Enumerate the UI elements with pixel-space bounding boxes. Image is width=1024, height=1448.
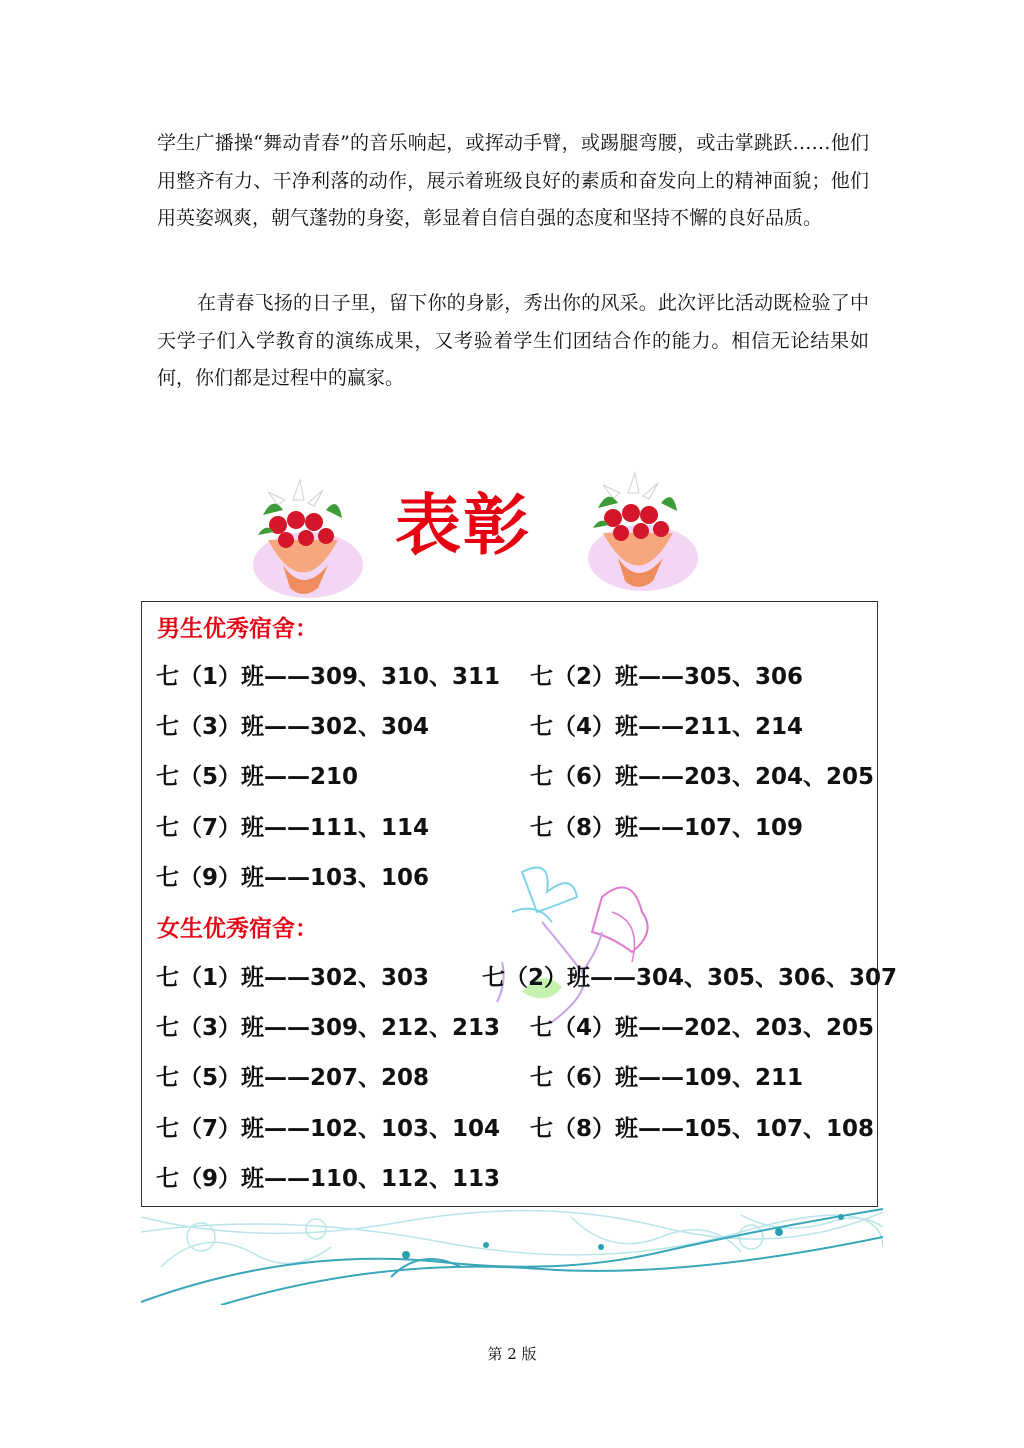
girls-row: 七（1）班——302、303 bbox=[156, 965, 430, 991]
girls-row: 七（9）班——110、112、113 bbox=[156, 1166, 501, 1192]
honor-list-box bbox=[141, 601, 898, 1207]
boys-row: 七（7）班——111、114 bbox=[156, 815, 430, 841]
boys-row: 七（4）班——211、214 bbox=[530, 714, 804, 740]
girls-row: 七（2）班——304、305、306、307 bbox=[482, 965, 898, 991]
girls-row: 七（3）班——309、212、213 bbox=[156, 1015, 501, 1041]
girls-row: 七（6）班——109、211 bbox=[530, 1065, 804, 1091]
article-paragraph-1: 学生广播操“舞动青春”的音乐响起，或挥动手臂，或踢腿弯腰，或击掌跳跃……他们用整齐有力、干净利落的动作，展示着班级良好的素质和奋发向上的精神面貌；他们用英姿飒爽，朝气蓬勃的身姿，彰显着自信自强的态度和坚持不懈的良好品质。 bbox=[157, 132, 869, 229]
girls-row: 七（7）班——102、103、104 bbox=[156, 1116, 501, 1142]
boys-row: 七（3）班——302、304 bbox=[156, 714, 430, 740]
flower-bouquet-icon bbox=[573, 463, 703, 598]
honor-heading: 表彰 bbox=[395, 487, 531, 564]
girls-row: 七（8）班——105、107、108 bbox=[530, 1116, 875, 1142]
boys-row: 七（9）班——103、106 bbox=[156, 865, 430, 891]
article-paragraph-2: 在青春飞扬的日子里，留下你的身影，秀出你的风采。此次评比活动既检验了中天学子们入学教育的演练成果，又考验着学生们团结合作的能力。相信无论结果如何，你们都是过程中的赢家。 bbox=[157, 292, 869, 389]
page-number: 第 2 版 bbox=[487, 1345, 537, 1363]
boys-row: 七（5）班——210 bbox=[156, 764, 359, 790]
boys-row: 七（6）班——203、204、205 bbox=[530, 764, 875, 790]
boys-row: 七（8）班——107、109 bbox=[530, 815, 804, 841]
lily-flower-icon bbox=[482, 852, 672, 1032]
flower-bouquet-icon bbox=[238, 470, 368, 605]
boys-section-title: 男生优秀宿舍： bbox=[157, 616, 318, 642]
girls-section-title: 女生优秀宿舍： bbox=[157, 916, 318, 942]
boys-row: 七（1）班——309、310、311 bbox=[156, 664, 501, 690]
boys-row: 七（2）班——305、306 bbox=[530, 664, 804, 690]
decorative-wave-border bbox=[141, 1207, 883, 1305]
girls-row: 七（4）班——202、203、205 bbox=[530, 1015, 875, 1041]
girls-row: 七（5）班——207、208 bbox=[156, 1065, 430, 1091]
